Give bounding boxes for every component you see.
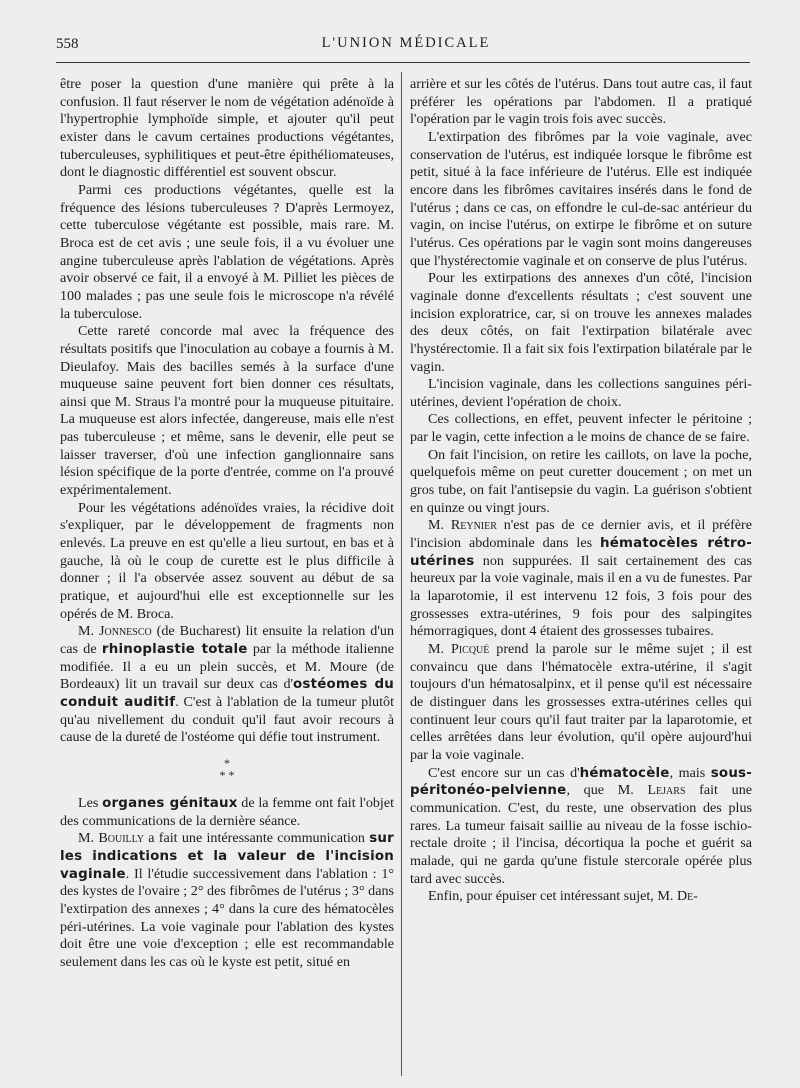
paragraph	[410, 517, 752, 641]
running-title: L'UNION MÉDICALE	[321, 35, 491, 51]
author-name: De-	[676, 888, 698, 905]
paragraph: L'incision vaginale, dans les collections sanguines péri-utérines, devient l'opération de choix.	[410, 376, 752, 410]
author-name: Reynier	[450, 517, 497, 534]
column-divider	[401, 72, 402, 1076]
right-column	[410, 76, 752, 906]
header-rule	[56, 62, 750, 63]
author-name: Lejars	[647, 782, 686, 799]
paragraph	[60, 830, 394, 971]
text-run: M.	[428, 517, 451, 534]
author-name: Jonnesco	[99, 623, 152, 640]
bold-term: ostéomes du conduit auditif	[60, 677, 394, 710]
paragraph	[410, 888, 752, 906]
paragraph: Pour les extirpations des annexes d'un côté, l'incision vaginale donne d'excellents résultats ; c'est souvent une incision exploratrice, car, si on trouve les annexes malades des deux côtés, on fait l'extirpation bilatérale avec l'hystérectomie. Il a fait six fois l'extirpation bilatérale par le vagin.	[410, 270, 752, 375]
paragraph: être poser la question d'une manière qui prête à la confusion. Il faut réserver le nom de végétation adénoïde à l'hypertrophie lymphoïde simple, et ajouter qu'il peut exister dans le cavum certaines productions végétantes, tuberculeuses, syphilitiques et peut-être épithéliomateuses, dont le diagnostic différentiel est souvent obscur.	[60, 76, 394, 181]
asterisks: * *	[219, 767, 235, 782]
text-run: M.	[78, 623, 100, 640]
bold-term: sur les indications et la valeur de l'incision vaginale	[60, 831, 394, 882]
text-run: a fait une intéressante communication	[143, 830, 370, 847]
bold-term: rhinoplastie totale	[101, 642, 248, 657]
paragraph: On fait l'incision, on retire les caillots, on lave la poche, quelquefois même on peut curetter doucement ; on met un gros tube, on fait l'antisepsie du vagin. La guérison s'obtient en quinze ou vingt jours.	[410, 446, 752, 516]
bold-term: sous-péritonéo-pelvienne	[410, 765, 752, 799]
text-run: par la méthode italienne modifiée. Il a eu un plein succès, et M. Moure (de Bordeaux) lit un travail sur deux cas d'	[60, 641, 394, 693]
text-run: . C'est à l'ablation de la tumeur plutôt qu'au nivellement du conduit qu'il faut avoir recours à cause de la dureté de l'ostéome qui défie tout instrument.	[60, 693, 394, 746]
text-run: n'est pas de ce dernier avis, et il préfère l'incision abdominale dans les	[410, 517, 752, 552]
text-run: de la femme ont fait l'objet des communications de la dernière séance.	[60, 794, 395, 829]
paragraph: Cette rareté concorde mal avec la fréquence des résultats positifs que l'inoculation au cobaye a fournis à M. Dieulafoy. Mais des bacilles semés à la surface d'une muqueuse saine peuvent fort bien donner ces résultats, ainsi que M. Straus l'a montré pour la muqueuse pituitaire. La muqueuse est alors infectée, dangereuse, mais elle n'est pas tuberculeuse ; et même, sans le devenir, elle peut se laisser traverser, d'où une infection ganglionnaire sans lésion spécifique de la porte d'entrée, comme on l'a prouvé expérimentalement.	[60, 323, 394, 499]
paragraph	[410, 765, 752, 889]
paragraph: Ces collections, en effet, peuvent infecter le péritoine ; par le vagin, cette infection a le moins de chance de se faire.	[410, 411, 752, 446]
text-run: Enfin, pour épuiser cet intéressant sujet, M.	[428, 888, 677, 905]
paragraph: Pour les végétations adénoïdes vraies, la récidive doit s'expliquer, par le développement de fragments non enlevés. La preuve en est qu'elle a lieu surtout, en bas et à gauche, là où le coup de curette est le plus difficile à donner ; il l'a observée assez souvent au début de sa pratique, et aujourd'hui elle est exceptionnelle sur les opérés de M. Broca.	[60, 499, 394, 622]
page-number: 558	[56, 36, 79, 52]
paragraph	[410, 641, 752, 765]
paragraph: Parmi ces productions végétantes, quelle est la fréquence des lésions tuberculeuses ? D'après Lermoyez, cette tuberculose végétante est possible, mais rare. M. Broca est de cet avis ; une seule fois, il a vu évoluer une angine tuberculeuse après l'ablation de végétations. Après avoir observé ce fait, il a envoyé à M. Pilliet les pièces de 100 malades ; pas une seule fois le microscope n'a révélé la tuberculose.	[60, 181, 394, 322]
text-run: prend la parole sur le même sujet ; il est convaincu que dans l'hématocèle extra-utérine, il s'agit toujours d'un hématosalpinx, et il pense qu'il est nécessaire de distinguer dans les grossesses extra-utérines celles qui continuent leur cours qu'il faut traiter par la laparotomie, et celles arrêtées dans leur évolution, qu'il opère aujourd'hui par la voie vaginale.	[410, 641, 752, 763]
text-run: non suppurées. Il sait certainement des cas heureux par la voie vaginale, mais il en a vu de funestes. Par la laparotomie, il est intervenu 12 fois, 3 fois pour des grossesses extra-utérines, 9 fois pour des salpingites hémorragiques, dont 4 étaient des grossesses tubaires.	[410, 552, 752, 640]
bold-term: organes génitaux	[102, 795, 238, 811]
text-run: . Il l'étudie successivement dans l'ablation : 1° des kystes de l'ovaire ; 2° des fibrômes de l'utérus ; 3° dans l'extirpation des annexes ; 4° dans la cure des hématocèles péri-utérines. La voie vaginale pour l'ablation des kystes doit être une voie d'exception ; elle est recommandable seulement dans les cas où le kyste est petit, situé en	[60, 865, 394, 970]
text-run: C'est encore sur un cas d'	[428, 764, 580, 781]
page-header	[56, 30, 756, 56]
paragraph: L'extirpation des fibrômes par la voie vaginale, avec conservation de l'utérus, est indiquée lorsque le fibrôme est petit, situé à la face inférieure de l'utérus. Elle est indiquée encore dans les fibrômes cavitaires insérés dans le fond de l'utérus ; dans ce cas, on effondre le cul-de-sac antérieur du vagin, on incise l'utérus, on extirpe le fibrôme et on suture l'utérus. Ces opérations par le vagin sont moins dangereuses que l'hystérectomie vaginale et on conserve de plus l'utérus.	[410, 128, 752, 269]
section-separator	[60, 757, 394, 781]
paragraph: arrière et sur les côtés de l'utérus. Dans tout autre cas, il faut préférer les opérations par l'abdomen. Il a pratiqué l'opération par le vagin trois fois avec succès.	[410, 76, 752, 128]
bold-term: hématocèle	[579, 765, 670, 781]
left-column	[60, 76, 394, 972]
paragraph	[60, 623, 394, 747]
text-run: M.	[428, 641, 451, 657]
text-run: M.	[78, 830, 99, 847]
text-run: fait une communication. C'est, du reste, une observation des plus rares. La tumeur faisait saillie au niveau de la fosse ischio-rectale droite ; il l'incisa, décortiqua la poche et guérit sa malade, qui ne garda qu'une fistule stercorale opérée plus tard avec succès.	[410, 782, 752, 887]
asterisk: *	[224, 755, 230, 770]
text-run: (de Bucharest) lit ensuite la relation d'un cas de	[60, 623, 394, 657]
text-run: , que M.	[566, 782, 648, 799]
author-name: Bouilly	[98, 830, 144, 847]
text-run: Les	[78, 794, 103, 811]
author-name: Picqué	[450, 641, 490, 657]
text-run: , mais	[669, 764, 711, 781]
paragraph	[60, 795, 394, 830]
bold-term: hématocèles rétro-utérines	[410, 536, 752, 569]
